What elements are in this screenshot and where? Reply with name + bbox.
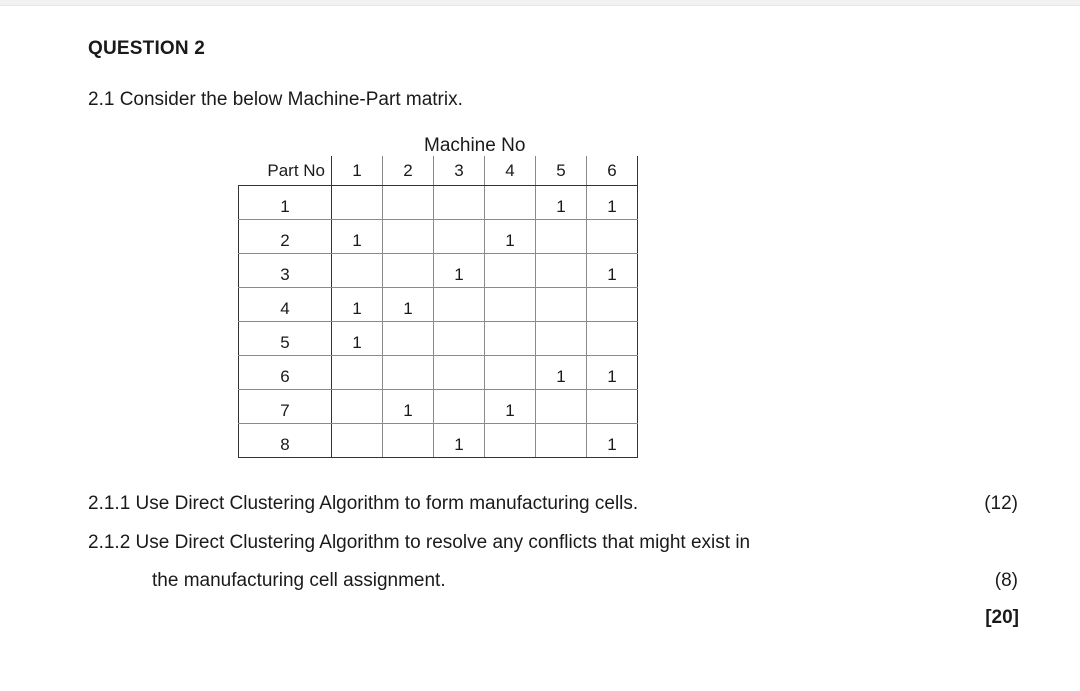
- matrix-cell: 1: [434, 424, 485, 458]
- matrix-cell: 1: [383, 288, 434, 322]
- table-row: [239, 220, 638, 254]
- matrix-cell: [434, 186, 485, 220]
- matrix-cell: 1: [485, 390, 536, 424]
- matrix-cell: [485, 356, 536, 390]
- question-title: QUESTION 2: [88, 38, 206, 59]
- machine-part-matrix: [238, 156, 638, 458]
- matrix-cell: [587, 288, 638, 322]
- table-row: [239, 322, 638, 356]
- matrix-cell: [536, 220, 587, 254]
- matrix-cell: [383, 254, 434, 288]
- marks-2-1-2: (8): [994, 570, 1018, 591]
- part-number-cell: 7: [239, 390, 332, 424]
- matrix-cell: [536, 254, 587, 288]
- matrix-cell: [536, 390, 587, 424]
- matrix-cell: [485, 288, 536, 322]
- part-number-cell: 6: [239, 356, 332, 390]
- matrix-cell: 1: [332, 220, 383, 254]
- part-number-cell: 4: [239, 288, 332, 322]
- machine-header-4: 4: [485, 156, 536, 186]
- machine-header-1: 1: [332, 156, 383, 186]
- matrix-cell: 1: [587, 424, 638, 458]
- table-row: [239, 186, 638, 220]
- table-row: [239, 390, 638, 424]
- matrix-cell: 1: [587, 356, 638, 390]
- table-row: [239, 254, 638, 288]
- matrix-cell: [383, 322, 434, 356]
- matrix-header-row: [239, 156, 638, 186]
- part-no-header: Part No: [239, 156, 332, 186]
- marks-2-1-1: (12): [984, 493, 1018, 514]
- matrix-cell: [332, 356, 383, 390]
- matrix-cell: 1: [536, 186, 587, 220]
- matrix-cell: [536, 288, 587, 322]
- question-intro: 2.1 Consider the below Machine-Part matrix.: [88, 89, 463, 110]
- matrix-cell: [383, 424, 434, 458]
- machine-header-2: 2: [383, 156, 434, 186]
- matrix-cell: 1: [587, 186, 638, 220]
- matrix-cell: [434, 390, 485, 424]
- total-marks: [20]: [985, 607, 1019, 628]
- matrix-cell: 1: [485, 220, 536, 254]
- machine-header-5: 5: [536, 156, 587, 186]
- part-number-cell: 3: [239, 254, 332, 288]
- table-row: [239, 424, 638, 458]
- matrix-cell: [485, 424, 536, 458]
- matrix-cell: [434, 288, 485, 322]
- top-divider: [0, 0, 1080, 6]
- matrix-caption: Machine No: [424, 135, 526, 156]
- machine-header-3: 3: [434, 156, 485, 186]
- subquestion-2-1-1: 2.1.1 Use Direct Clustering Algorithm to form manufacturing cells.: [88, 493, 639, 514]
- matrix-cell: [434, 322, 485, 356]
- matrix-cell: [332, 390, 383, 424]
- matrix-cell: [485, 322, 536, 356]
- matrix-cell: [434, 356, 485, 390]
- matrix-cell: [485, 254, 536, 288]
- matrix-cell: 1: [434, 254, 485, 288]
- matrix-cell: [587, 220, 638, 254]
- part-number-cell: 5: [239, 322, 332, 356]
- matrix-cell: 1: [536, 356, 587, 390]
- table-row: [239, 288, 638, 322]
- table-row: [239, 356, 638, 390]
- matrix-cell: 1: [332, 288, 383, 322]
- matrix-cell: [536, 322, 587, 356]
- part-number-cell: 1: [239, 186, 332, 220]
- matrix-cell: [332, 186, 383, 220]
- part-number-cell: 2: [239, 220, 332, 254]
- matrix-cell: [587, 390, 638, 424]
- matrix-cell: 1: [587, 254, 638, 288]
- matrix-cell: [536, 424, 587, 458]
- part-number-cell: 8: [239, 424, 332, 458]
- matrix-cell: [383, 220, 434, 254]
- matrix-cell: [332, 254, 383, 288]
- machine-header-6: 6: [587, 156, 638, 186]
- matrix-cell: [485, 186, 536, 220]
- matrix-cell: [383, 186, 434, 220]
- matrix-cell: [434, 220, 485, 254]
- matrix-cell: 1: [332, 322, 383, 356]
- matrix-cell: [332, 424, 383, 458]
- matrix-cell: [383, 356, 434, 390]
- matrix-cell: [587, 322, 638, 356]
- subquestion-2-1-2-continuation: the manufacturing cell assignment.: [152, 570, 446, 591]
- matrix-cell: 1: [383, 390, 434, 424]
- subquestion-2-1-2: 2.1.2 Use Direct Clustering Algorithm to resolve any conflicts that might exist in: [88, 532, 751, 553]
